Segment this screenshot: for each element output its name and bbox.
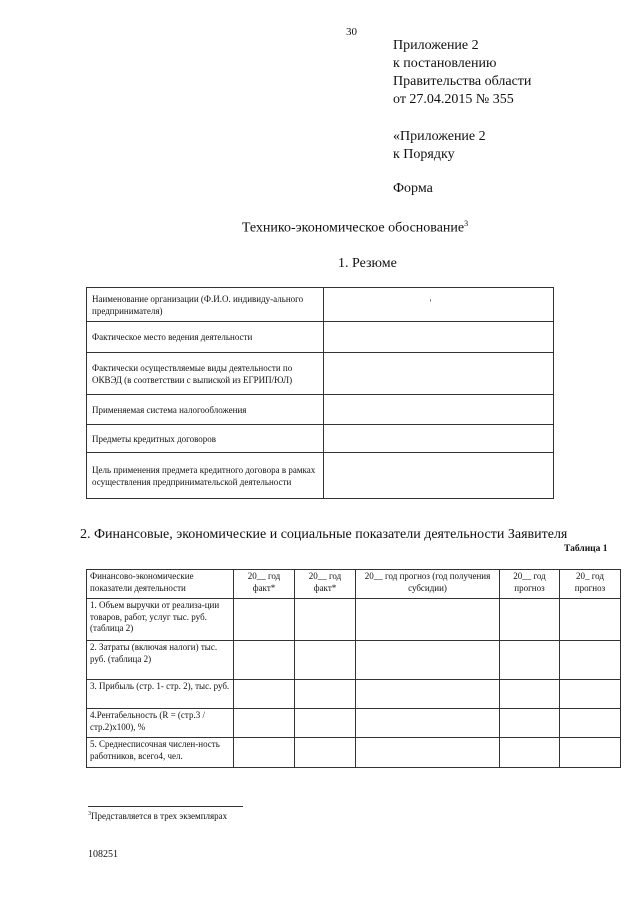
resume-value [324,288,554,322]
data-cell [234,709,295,738]
document-code: 108251 [88,849,118,860]
row-label: 2. Затраты (включая налоги) тыс. руб. (таблица 2) [87,641,234,680]
resume-label: Цель применения предмета кредитного договора в рамках осуществления предпринимательской деятельности [87,453,324,499]
financial-row [87,738,621,768]
footnote-text: Представляется в трех экземплярах [91,811,228,821]
row-label: 3. Прибыль (стр. 1- стр. 2), тыс. руб. [87,680,234,709]
resume-row [87,395,554,425]
appendix-sub-line: «Приложение 2 [393,129,486,144]
row-label: 5. Среднесписочная числен-ность работников, всего4, чел. [87,738,234,768]
footnote-divider [88,806,243,807]
data-cell [356,709,500,738]
data-cell [560,680,621,709]
resume-table [86,287,554,499]
document-title [0,219,640,237]
resume-label: Применяемая система налогообложения [87,395,324,425]
resume-row [87,353,554,395]
resume-value [324,395,554,425]
data-cell [500,680,560,709]
appendix-line: Приложение 2 [393,38,479,53]
title-footnote-mark: 3 [464,219,469,228]
header-cell: 20_ год прогноз [560,570,621,599]
data-cell [356,641,500,680]
section2-title: 2. Финансовые, экономические и социальные показатели деятельности Заявителя [80,527,568,542]
financial-header-row [87,570,621,599]
appendix-line: к постановлению [393,56,497,71]
data-cell [500,738,560,768]
resume-value [324,322,554,353]
footnote [88,811,227,821]
data-cell [295,680,356,709]
resume-value [324,453,554,499]
financial-row [87,641,621,680]
resume-row [87,425,554,453]
appendix-header [393,37,531,109]
resume-label: Наименование организации (Ф.И.О. индивиду-ального предпринимателя) [87,288,324,322]
row-label: 4.Рентабельность (R = (стр.3 / стр.2)х100), % [87,709,234,738]
data-cell [356,738,500,768]
header-cell: 20__ год факт* [295,570,356,599]
header-cell: 20__ год прогноз [500,570,560,599]
financial-row [87,599,621,641]
appendix-line: от 27.04.2015 № 355 [393,92,514,107]
data-cell [356,680,500,709]
resume-value [324,425,554,453]
data-cell [500,599,560,641]
table1-label: Таблица 1 [564,544,608,554]
data-cell [295,709,356,738]
data-cell [234,641,295,680]
resume-row [87,453,554,499]
section1-title: 1. Резюме [338,256,397,271]
footnote-number: 3 [88,811,91,817]
page-number: 30 [346,26,357,38]
header-cell: Финансово-экономические показатели деятельности [87,570,234,599]
resume-label: Фактически осуществляемые виды деятельности по ОКВЭД (в соответствии с выпиской из ЕГРИП/ЮЛ) [87,353,324,395]
resume-label: Предметы кредитных договоров [87,425,324,453]
row-label: 1. Объем выручки от реализа-ции товаров, работ, услуг тыс. руб. (таблица 2) [87,599,234,641]
resume-value [324,353,554,395]
data-cell [560,599,621,641]
form-label: Форма [393,181,433,196]
document-title-text: Технико-экономическое обоснование [241,220,465,236]
data-cell [295,599,356,641]
data-cell [500,641,560,680]
data-cell [234,599,295,641]
data-cell [560,709,621,738]
financial-table [86,569,621,768]
financial-row [87,680,621,709]
financial-row [87,709,621,738]
appendix-sub-line: к Порядку [393,147,455,162]
appendix-line: Правительства области [393,74,532,89]
data-cell [295,641,356,680]
appendix-sub [393,128,486,164]
data-cell [500,709,560,738]
data-cell [234,680,295,709]
resume-row [87,288,554,322]
header-cell: 20__ год факт* [234,570,295,599]
data-cell [356,599,500,641]
resume-label: Фактическое место ведения деятельности [87,322,324,353]
resume-row [87,322,554,353]
data-cell [295,738,356,768]
header-cell: 20__ год прогноз (год получения субсидии) [356,570,500,599]
data-cell [560,738,621,768]
data-cell [234,738,295,768]
resume-value-text: ' [429,297,432,308]
data-cell [560,641,621,680]
